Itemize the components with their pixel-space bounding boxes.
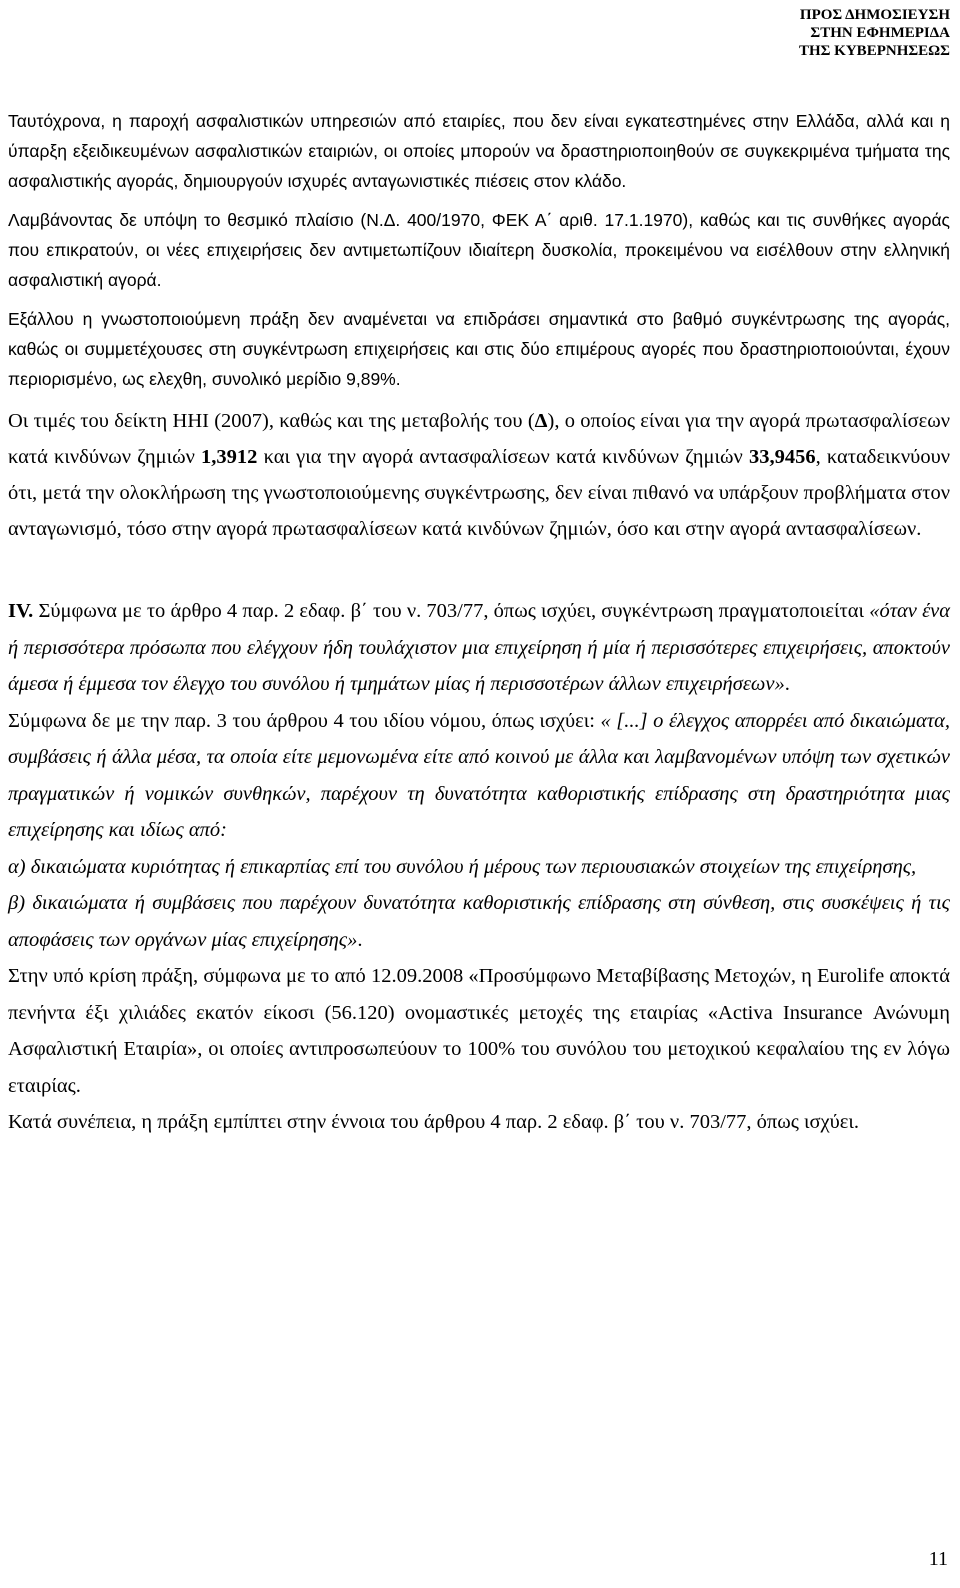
law-quote: «όταν ένα ή περισσότερα πρόσωπα που ελέγχουν ήδη τουλάχιστον μια επιχείρηση ή μία ή περισσότερες επιχειρήσεις, αποκτούν άμεσα ή έμμεσα τον έλεγχο του συνόλου ή τμημάτων μίας ή περισσοτέρων άλλων επιχειρήσεων» [8, 600, 951, 695]
paragraph-control-definition: Σύμφωνα δε με την παρ. 3 του άρθρου 4 του ιδίου νόμου, όπως ισχύει: « [...] ο έλεγχος απορρέει από δικαιώματα, συμβάσεις ή άλλα μέσα, τα οποία είτε μεμονωμένα είτε από κοινού με άλλα και λαμβανομένων υπόψη των σχετικών πραγματικών ή νομικών συνθηκών, παρέχουν τη δυνατότητα καθοριστικής επίδρασης στη δραστηριότητα μιας επιχείρησης και ιδίως από: [8, 709, 950, 841]
delta-symbol: Δ [534, 410, 548, 432]
control-quote: « [...] ο έλεγχος απορρέει από δικαιώματα, συμβάσεις ή άλλα μέσα, τα οποία είτε μεμονωμένα είτε από κοινού με άλλα και λαμβανομένων υπόψη των σχετικών πραγματικών ή νομικών συνθηκών, παρέχουν τη δυνατότητα καθοριστικής επίδρασης στη δραστηριότητα μιας επιχείρησης και ιδίως από: [8, 709, 950, 841]
header-line-2: ΣΤΗΝ ΕΦΗΜΕΡΙΔΑ [810, 25, 950, 41]
paragraph-item-b: β) δικαιώματα ή συμβάσεις που παρέχουν δυνατότητα καθοριστικής επίδρασης στη σύνθεση, στις συσκέψεις ή τις αποφάσεις των οργάνων μίας επιχείρησης». [8, 892, 950, 951]
paragraph-transaction: Στην υπό κρίση πράξη, σύμφωνα με το από 12.09.2008 «Προσύμφωνο Μεταβίβασης Μετοχών, η Eurolife αποκτά πενήντα έξι χιλιάδες εκατόν είκοσι (56.120) ονομαστικές μετοχές της εταιρίας «Activa Insurance Ανώνυμη Ασφαλιστική Εταιρία», οι οποίες αντιπροσωπεύουν το 100% του συνόλου του μετοχικού κεφαλαίου της εν λόγω εταιρίας. [8, 965, 950, 1097]
paragraph-competition-pressures: Ταυτόχρονα, η παροχή ασφαλιστικών υπηρεσιών από εταιρίες, που δεν είναι εγκατεστημένες στην Ελλάδα, αλλά και η ύπαρξη εξειδικευμένων ασφαλιστικών εταιριών, οι οποίες μπορούν να δραστηριοποιηθούν σε συγκεκριμένα τμήματα της ασφαλιστικής αγοράς, δημιουργούν ισχυρές ανταγωνιστικές πιέσεις στον κλάδο. [8, 111, 950, 191]
paragraph-section-iv: IV. Σύμφωνα με το άρθρο 4 παρ. 2 εδαφ. β΄ του ν. 703/77, όπως ισχύει, συγκέντρωση πραγματοποιείται «όταν ένα ή περισσότερα πρόσωπα που ελέγχουν ήδη τουλάχιστον μια επιχείρηση ή μία ή περισσότερες επιχειρήσεις, αποκτούν άμεσα ή έμμεσα τον έλεγχο του συνόλου ή τμημάτων μίας ή περισσοτέρων άλλων επιχειρήσεων». [8, 600, 951, 695]
section-number: IV. [8, 600, 34, 622]
paragraph-hhi-index: Οι τιμές του δείκτη HHI (2007), καθώς και της μεταβολής του (Δ), ο οποίος είναι για την αγορά πρωτασφαλίσεων κατά κινδύνων ζημιών 1,3912 και για την αγορά αντασφαλίσεων κατά κινδύνων ζημιών 33,9456, καταδεικνύουν ότι, μετά την ολοκλήρωση της γνωστοποιούμενης συγκέντρωσης, δεν είναι πιθανό να υπάρξουν προβλήματα στον ανταγωνισμό, τόσο στην αγορά πρωτασφαλίσεων κατά κινδύνων ζημιών, όσο και στην αγορά αντασφαλίσεων. [8, 410, 950, 540]
paragraph-institutional-framework: Λαμβάνοντας δε υπόψη το θεσμικό πλαίσιο (Ν.Δ. 400/1970, ΦΕΚ Α΄ αριθ. 17.1.1970), καθώς και τις συνθήκες αγοράς που επικρατούν, οι νέες επιχειρήσεις δεν αντιμετωπίζουν ιδιαίτερη δυσκολία, προκειμένου να εισέλθουν στην ελληνική ασφαλιστική αγορά. [8, 210, 950, 290]
section-spacer [8, 556, 950, 593]
header-line-3: ΤΗΣ ΚΥΒΕΡΝΗΣΕΩΣ [798, 43, 950, 59]
publication-header [799, 6, 950, 60]
document-body [8, 106, 950, 1141]
paragraph-market-concentration: Εξάλλου η γνωστοποιούμενη πράξη δεν αναμένεται να επιδράσει σημαντικά στο βαθμό συγκέντρωσης της αγοράς, καθώς οι συμμετέχουσες στη συγκέντρωση επιχειρήσεις και στις δύο επιμέρους αγορές που δραστηριοποιούνται, έχουν περιορισμένο, ως ελεχθη, συνολικό μερίδιο 9,89%. [8, 309, 950, 389]
page-number: 11 [928, 1548, 948, 1570]
hhi-value-reinsurance: 33,9456 [748, 446, 816, 468]
hhi-value-primary: 1,3912 [201, 446, 258, 468]
paragraph-conclusion: Κατά συνέπεια, η πράξη εμπίπτει στην έννοια του άρθρου 4 παρ. 2 εδαφ. β΄ του ν. 703/77, όπως ισχύει. [8, 1111, 860, 1133]
paragraph-item-a: α) δικαιώματα κυριότητας ή επικαρπίας επί του συνόλου ή μέρους των περιουσιακών στοιχείων της επιχείρησης, [8, 855, 917, 878]
header-line-1: ΠΡΟΣ ΔΗΜΟΣΙΕΥΣΗ [799, 7, 950, 23]
